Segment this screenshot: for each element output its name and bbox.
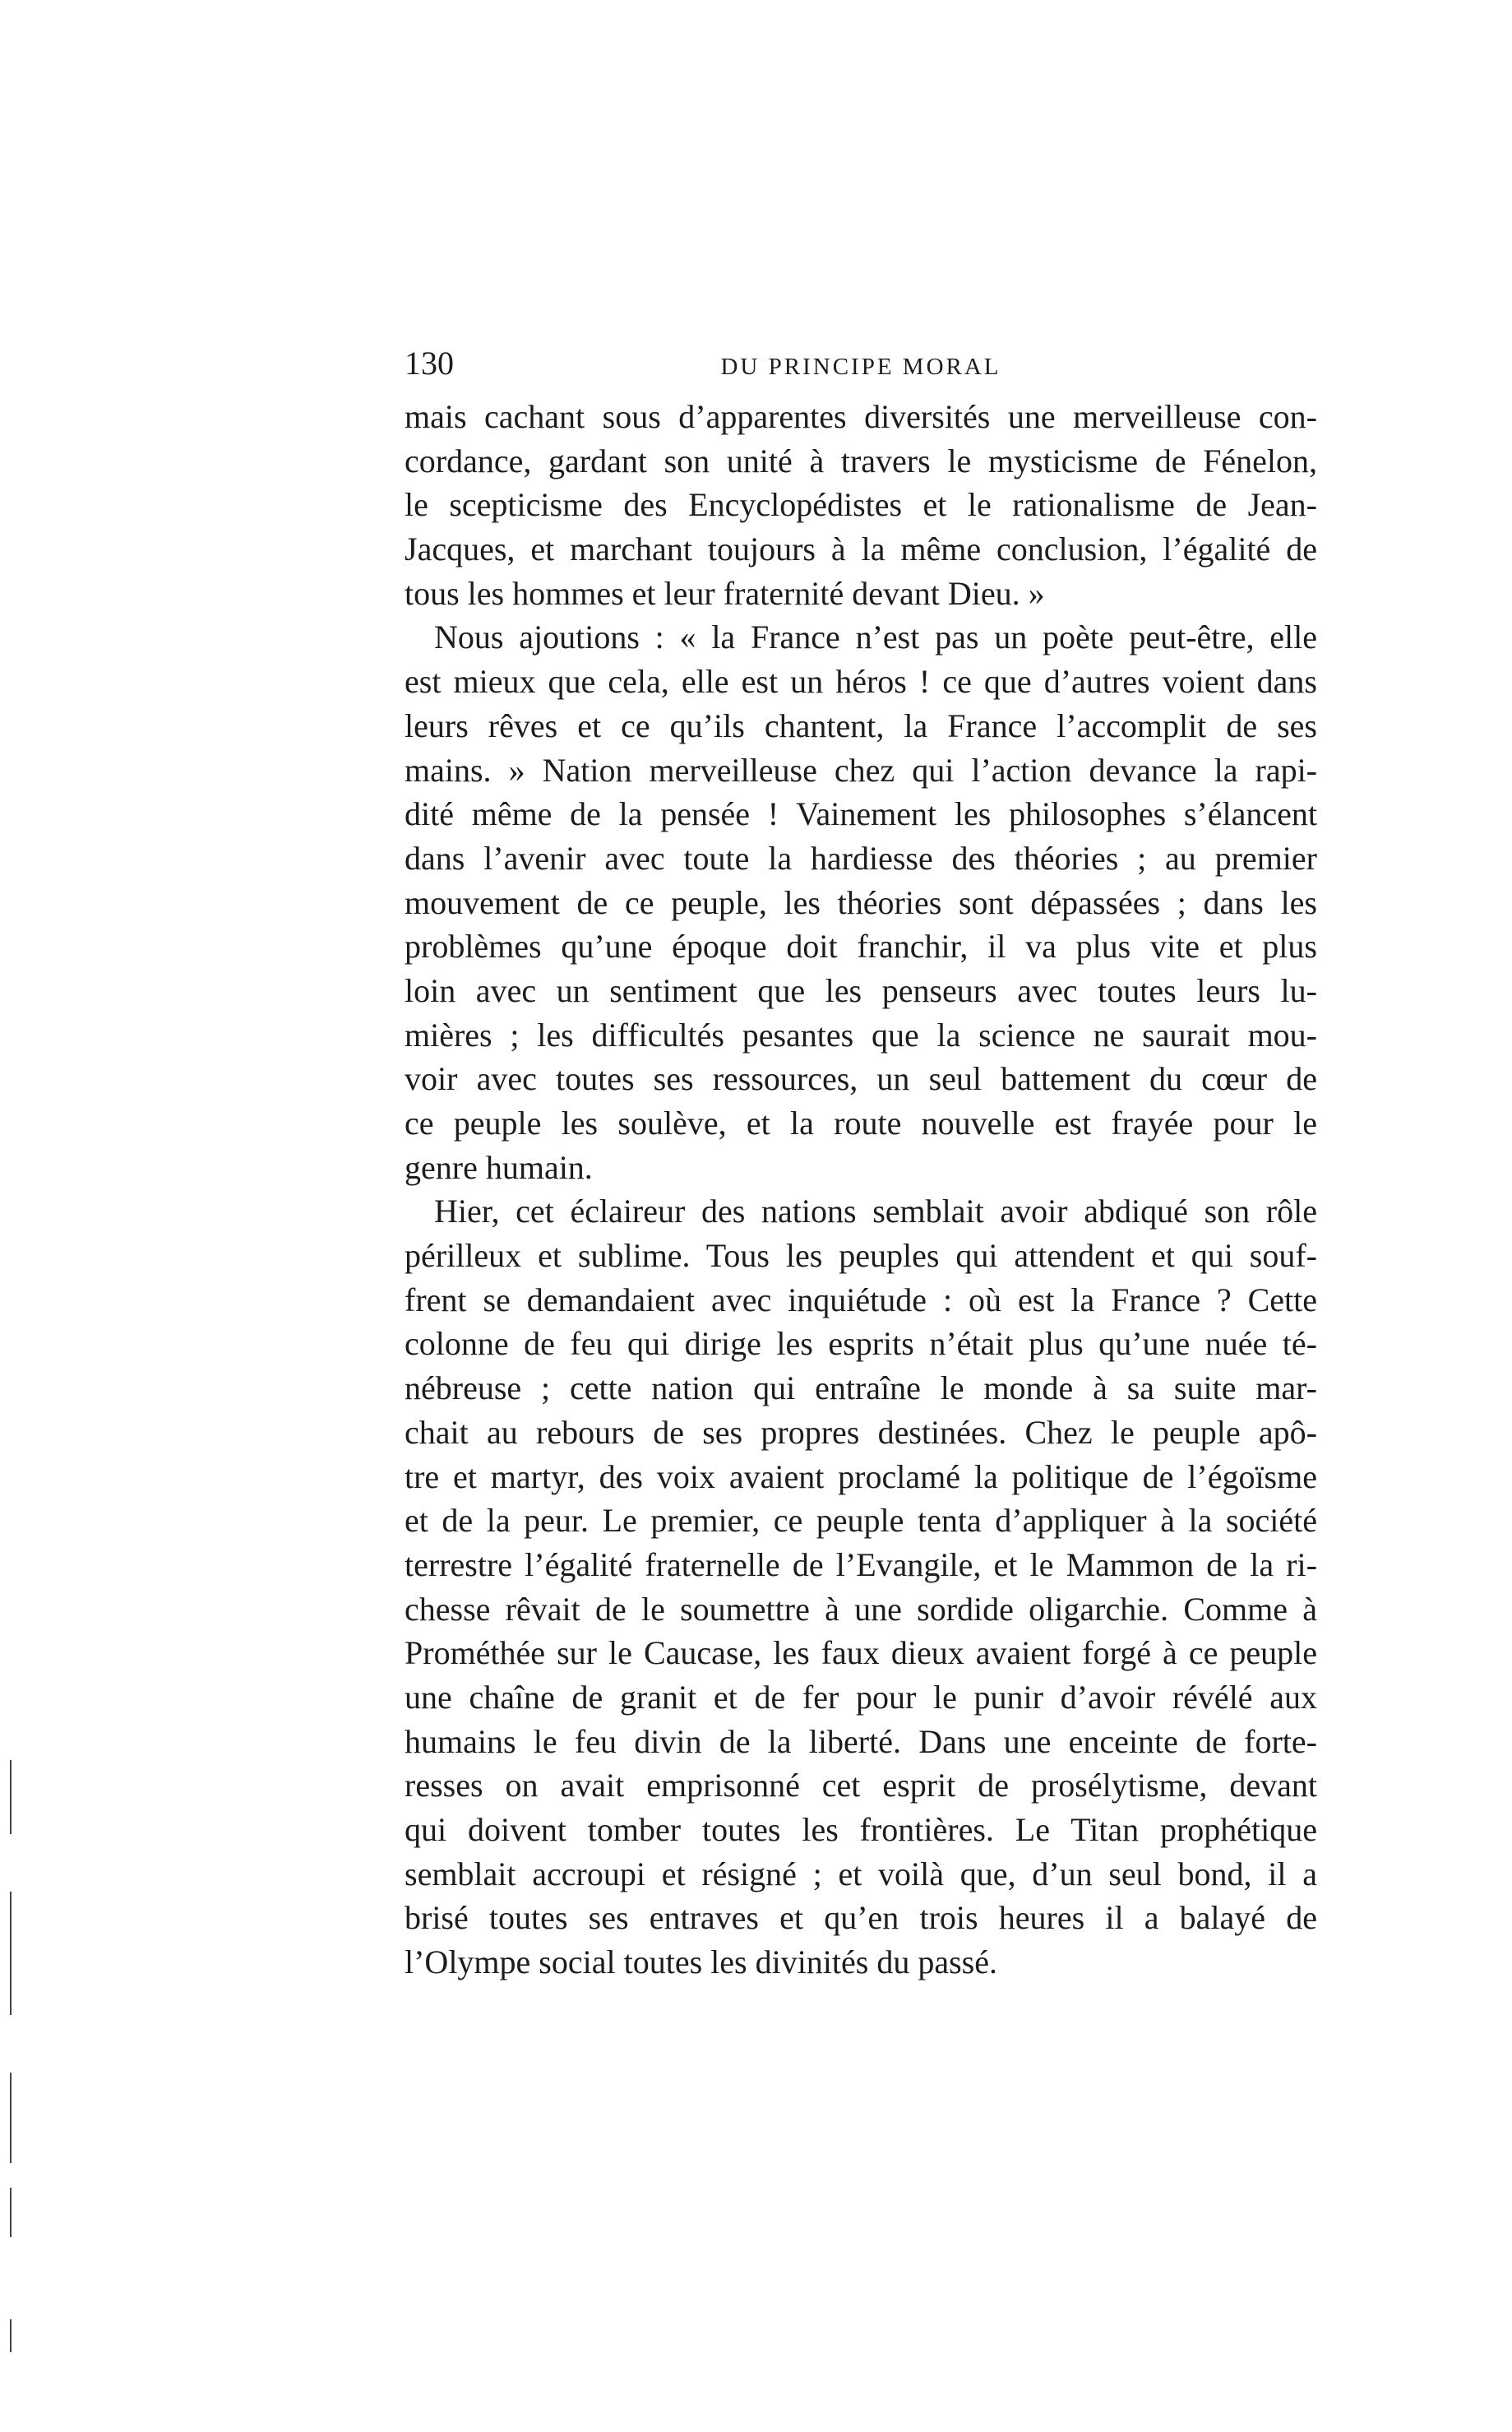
text-line: brisé toutes ses entraves et qu’en trois heures il a balayé de [405, 1899, 1317, 1937]
page-number: 130 [405, 345, 454, 382]
text-line: genre humain. [405, 1148, 593, 1186]
text-line: dité même de la pensée ! Vainement les philosophes s’élancent [405, 795, 1317, 833]
text-line: humains le feu divin de la liberté. Dans une enceinte de forte- [405, 1722, 1317, 1760]
text-line: et de la peur. Le premier, ce peuple tenta d’appliquer à la société [405, 1502, 1317, 1540]
text-line: problèmes qu’une époque doit franchir, il va plus vite et plus [405, 928, 1317, 966]
text-line: chesse rêvait de le soumettre à une sordide oligarchie. Comme à [405, 1590, 1317, 1628]
scan-artifact [10, 1727, 15, 2369]
text-line: chait au rebours de ses propres destinées. Chez le peuple apô- [405, 1413, 1317, 1451]
text-line: une chaîne de granit et de fer pour le punir d’avoir révélé aux [405, 1678, 1317, 1716]
text-line: ce peuple les soulève, et la route nouvelle est frayée pour le [405, 1105, 1317, 1142]
running-title: DU PRINCIPE MORAL [720, 354, 1001, 380]
text-line: mières ; les difficultés pesantes que la science ne saurait mou- [405, 1016, 1317, 1054]
text-line: nébreuse ; cette nation qui entraîne le monde à sa suite mar- [405, 1369, 1317, 1407]
text-line: l’Olympe social toutes les divinités du passé. [405, 1943, 997, 1981]
text-line: dans l’avenir avec toute la hardiesse des théories ; au premier [405, 839, 1317, 877]
text-line: voir avec toutes ses ressources, un seul battement du cœur de [405, 1060, 1317, 1098]
paragraph [405, 615, 1317, 1189]
text-line: leurs rêves et ce qu’ils chantent, la France l’accomplit de ses [405, 706, 1317, 744]
text-line: Prométhée sur le Caucase, les faux dieux avaient forgé à ce peuple [405, 1634, 1317, 1672]
text-line: resses on avait emprisonné cet esprit de prosélytisme, devant [405, 1767, 1317, 1804]
paragraph [405, 395, 1317, 615]
running-head [405, 339, 1317, 388]
text-line: loin avec un sentiment que les penseurs avec toutes leurs lu- [405, 971, 1317, 1009]
text-line: Hier, cet éclaireur des nations semblait avoir abdiqué son rôle [434, 1193, 1317, 1230]
text-line: Jacques, et marchant toujours à la même conclusion, l’égalité de [405, 530, 1317, 568]
text-line: frent se demandaient avec inquiétude : où est la France ? Cette [405, 1281, 1317, 1318]
text-line: est mieux que cela, elle est un héros ! ce que d’autres voient dans [405, 663, 1317, 701]
text-line: tous les hommes et leur fraternité devant Dieu. » [405, 574, 1045, 612]
text-line: tre et martyr, des voix avaient proclamé la politique de l’égoïsme [405, 1457, 1317, 1495]
text-line: semblait accroupi et résigné ; et voilà que, d’un seul bond, il a [405, 1855, 1317, 1892]
paragraph [405, 1189, 1317, 1984]
text-line: périlleux et sublime. Tous les peuples qui attendent et qui souf- [405, 1237, 1317, 1275]
text-line: mais cachant sous d’apparentes diversités une merveilleuse con- [405, 398, 1317, 435]
body-text [405, 395, 1317, 1985]
text-line: mains. » Nation merveilleuse chez qui l’action devance la rapi- [405, 751, 1317, 789]
text-line: le scepticisme des Encyclopédistes et le rationalisme de Jean- [405, 486, 1317, 524]
text-line: mouvement de ce peuple, les théories sont dépassées ; dans les [405, 883, 1317, 921]
text-line: qui doivent tomber toutes les frontières. Le Titan prophétique [405, 1811, 1317, 1848]
text-line: cordance, gardant son unité à travers le mysticisme de Fénelon, [405, 442, 1317, 479]
text-line: terrestre l’égalité fraternelle de l’Evangile, et le Mammon de la ri- [405, 1545, 1317, 1583]
text-line: Nous ajoutions : « la France n’est pas un poète peut-être, elle [434, 618, 1317, 656]
text-line: colonne de feu qui dirige les esprits n’était plus qu’une nuée té- [405, 1325, 1317, 1363]
